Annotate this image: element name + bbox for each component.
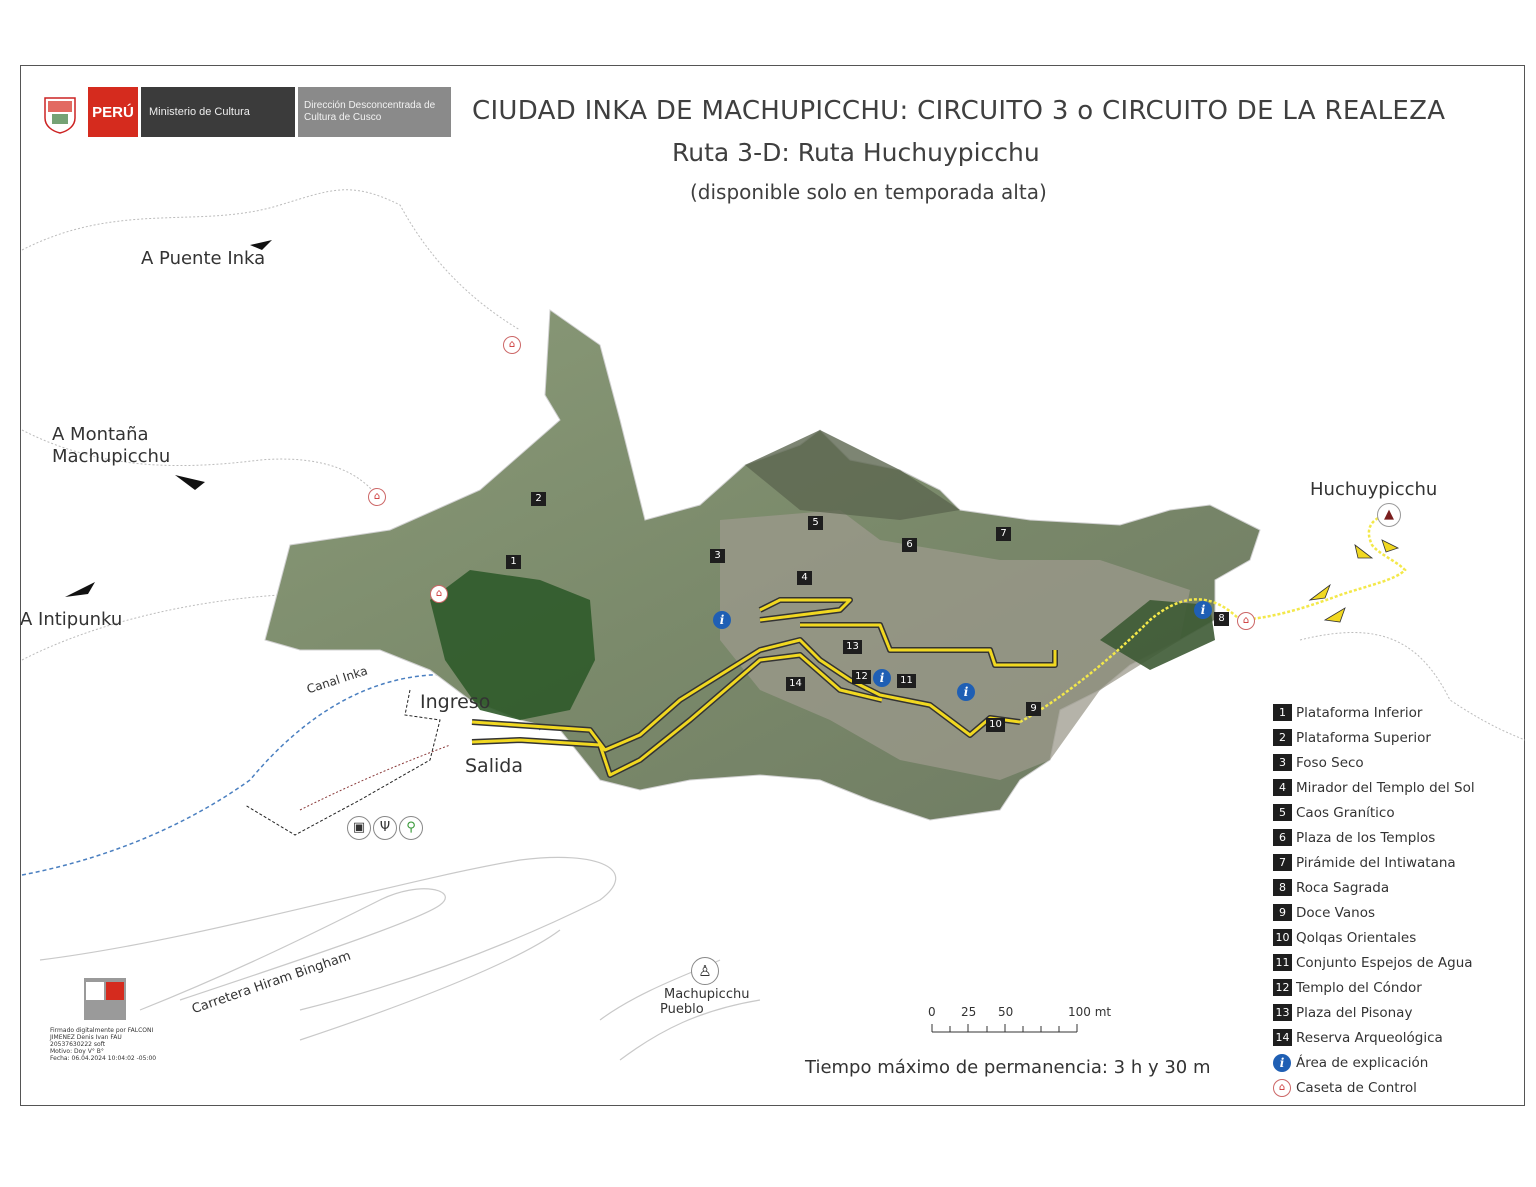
legend-num: 7 [1273,854,1292,871]
label-carretera: Carretera Hiram Bingham [190,948,353,1018]
legend-num: 2 [1273,729,1292,746]
peru-shield-icon [45,98,75,133]
legend-item [1273,900,1513,925]
control-booth-icon: ⌂ [503,336,521,354]
legend-label: Plataforma Superior [1296,729,1431,746]
legend-label: Reserva Arqueológica [1296,1029,1443,1046]
legend-item [1273,700,1513,725]
legend-item-control [1273,1075,1513,1100]
legend-label: Plaza del Pisonay [1296,1004,1413,1021]
scale-label-100: 100 mt [1068,1005,1112,1019]
info-icon: i [713,611,731,629]
signature-line-1: Firmado digitalmente por FALCONI [50,1027,154,1034]
site-marker-10: 10 [986,718,1005,732]
site-marker-8: 8 [1214,612,1229,626]
map-subtitle: Ruta 3-D: Ruta Huchuypicchu [672,138,1040,167]
ministry-label: Ministerio de Cultura [141,87,295,137]
max-time-text: Tiempo máximo de permanencia: 3 h y 30 m [805,1057,1211,1078]
legend-num: 3 [1273,754,1292,771]
legend-label: Caseta de Control [1296,1079,1417,1096]
site-marker-7: 7 [996,527,1011,541]
label-montana-1: A Montaña [52,424,149,445]
legend-label: Plataforma Inferior [1296,704,1423,721]
label-intipunku: A Intipunku [20,609,123,630]
signature-line-5: Fecha: 06.04.2024 10:04:02 -05:00 [50,1055,157,1062]
control-booth-icon: ⌂ [368,488,386,506]
legend-num: 6 [1273,829,1292,846]
access-path [245,690,440,835]
direction-label: Dirección Desconcentrada de Cultura de Cusco [298,87,451,137]
legend-item-info [1273,1050,1513,1075]
legend-label: Doce Vanos [1296,904,1375,921]
legend-label: Plaza de los Templos [1296,829,1436,846]
legend-item [1273,825,1513,850]
site-marker-3: 3 [710,549,725,563]
site-marker-6: 6 [902,538,917,552]
legend-label: Caos Granítico [1296,804,1395,821]
legend-item [1273,750,1513,775]
legend-num: 10 [1273,929,1292,946]
restaurant-icon: Ψ [373,816,397,840]
label-ingreso: Ingreso [420,691,491,713]
control-booth-icon: ⌂ [1273,1079,1291,1097]
info-icon: i [957,683,975,701]
site-marker-9: 9 [1026,702,1041,716]
legend-num: 12 [1273,979,1292,996]
map-title: CIUDAD INKA DE MACHUPICCHU: CIRCUITO 3 o CIRCUITO DE LA REALEZA [472,96,1446,126]
legend-num: 5 [1273,804,1292,821]
mountain-icon: ▲ [1377,503,1401,527]
label-huchuypicchu: Huchuypicchu [1310,479,1438,500]
legend-num: 8 [1273,879,1292,896]
restroom-icon: ⚲ [399,816,423,840]
signature-line-3: 20537630222 soft [50,1041,106,1048]
label-pueblo-2: Pueblo [660,1002,704,1017]
scale-label-50: 50 [998,1005,1014,1019]
site-marker-1: 1 [506,555,521,569]
legend-label: Roca Sagrada [1296,879,1390,896]
scale-bar [932,1024,1077,1032]
legend-item [1273,975,1513,1000]
legend-label: Conjunto Espejos de Agua [1296,954,1473,971]
label-montana-2: Machupicchu [52,446,171,467]
legend-item [1273,800,1513,825]
scale-label-25: 25 [961,1005,977,1019]
site-marker-12: 12 [852,670,871,684]
legend-label: Foso Seco [1296,754,1364,771]
scale-label-0: 0 [928,1005,936,1019]
legend-label: Qolqas Orientales [1296,929,1417,946]
signature-line-2: JIMENEZ Denis Ivan FAU [50,1034,122,1041]
legend-item [1273,1025,1513,1050]
legend-label: Área de explicación [1296,1054,1429,1071]
legend-item [1273,875,1513,900]
bus-icon: ▣ [347,816,371,840]
site-marker-14: 14 [786,677,805,691]
legend [1273,700,1513,1100]
legend-label: Templo del Cóndor [1296,979,1422,996]
legend-num: 1 [1273,704,1292,721]
label-salida: Salida [465,755,523,777]
legend-item [1273,725,1513,750]
peru-shield-icon [86,982,104,1000]
peru-logo: PERÚ [88,87,138,137]
control-booth-icon: ⌂ [430,585,448,603]
legend-num: 9 [1273,904,1292,921]
legend-item [1273,1000,1513,1025]
legend-item [1273,950,1513,975]
legend-num: 11 [1273,954,1292,971]
legend-item [1273,925,1513,950]
site-marker-13: 13 [843,640,862,654]
site-marker-4: 4 [797,571,812,585]
legend-label: Mirador del Templo del Sol [1296,779,1475,796]
site-marker-11: 11 [897,674,916,688]
label-canal-inka: Canal Inka [305,663,370,697]
site-marker-2: 2 [531,492,546,506]
legend-num: 14 [1273,1029,1292,1046]
signature-line-4: Motivo: Doy V° B° [50,1048,104,1055]
label-puente-inka: A Puente Inka [141,248,266,269]
control-booth-icon: ⌂ [1237,612,1255,630]
label-pueblo-1: Machupicchu [664,987,750,1002]
site-marker-5: 5 [808,516,823,530]
entrance-road [300,745,450,810]
info-icon: i [873,669,891,687]
legend-item [1273,850,1513,875]
direction-arrows [65,240,272,597]
legend-num: 4 [1273,779,1292,796]
info-icon: i [1194,601,1212,619]
legend-num: 13 [1273,1004,1292,1021]
legend-item [1273,775,1513,800]
peru-flag-icon [106,982,124,1000]
legend-label: Pirámide del Intiwatana [1296,854,1456,871]
season-note: (disponible solo en temporada alta) [690,180,1047,204]
signature-logo [84,978,126,1020]
hiker-icon: ♙ [691,957,719,985]
info-icon: i [1273,1054,1291,1072]
